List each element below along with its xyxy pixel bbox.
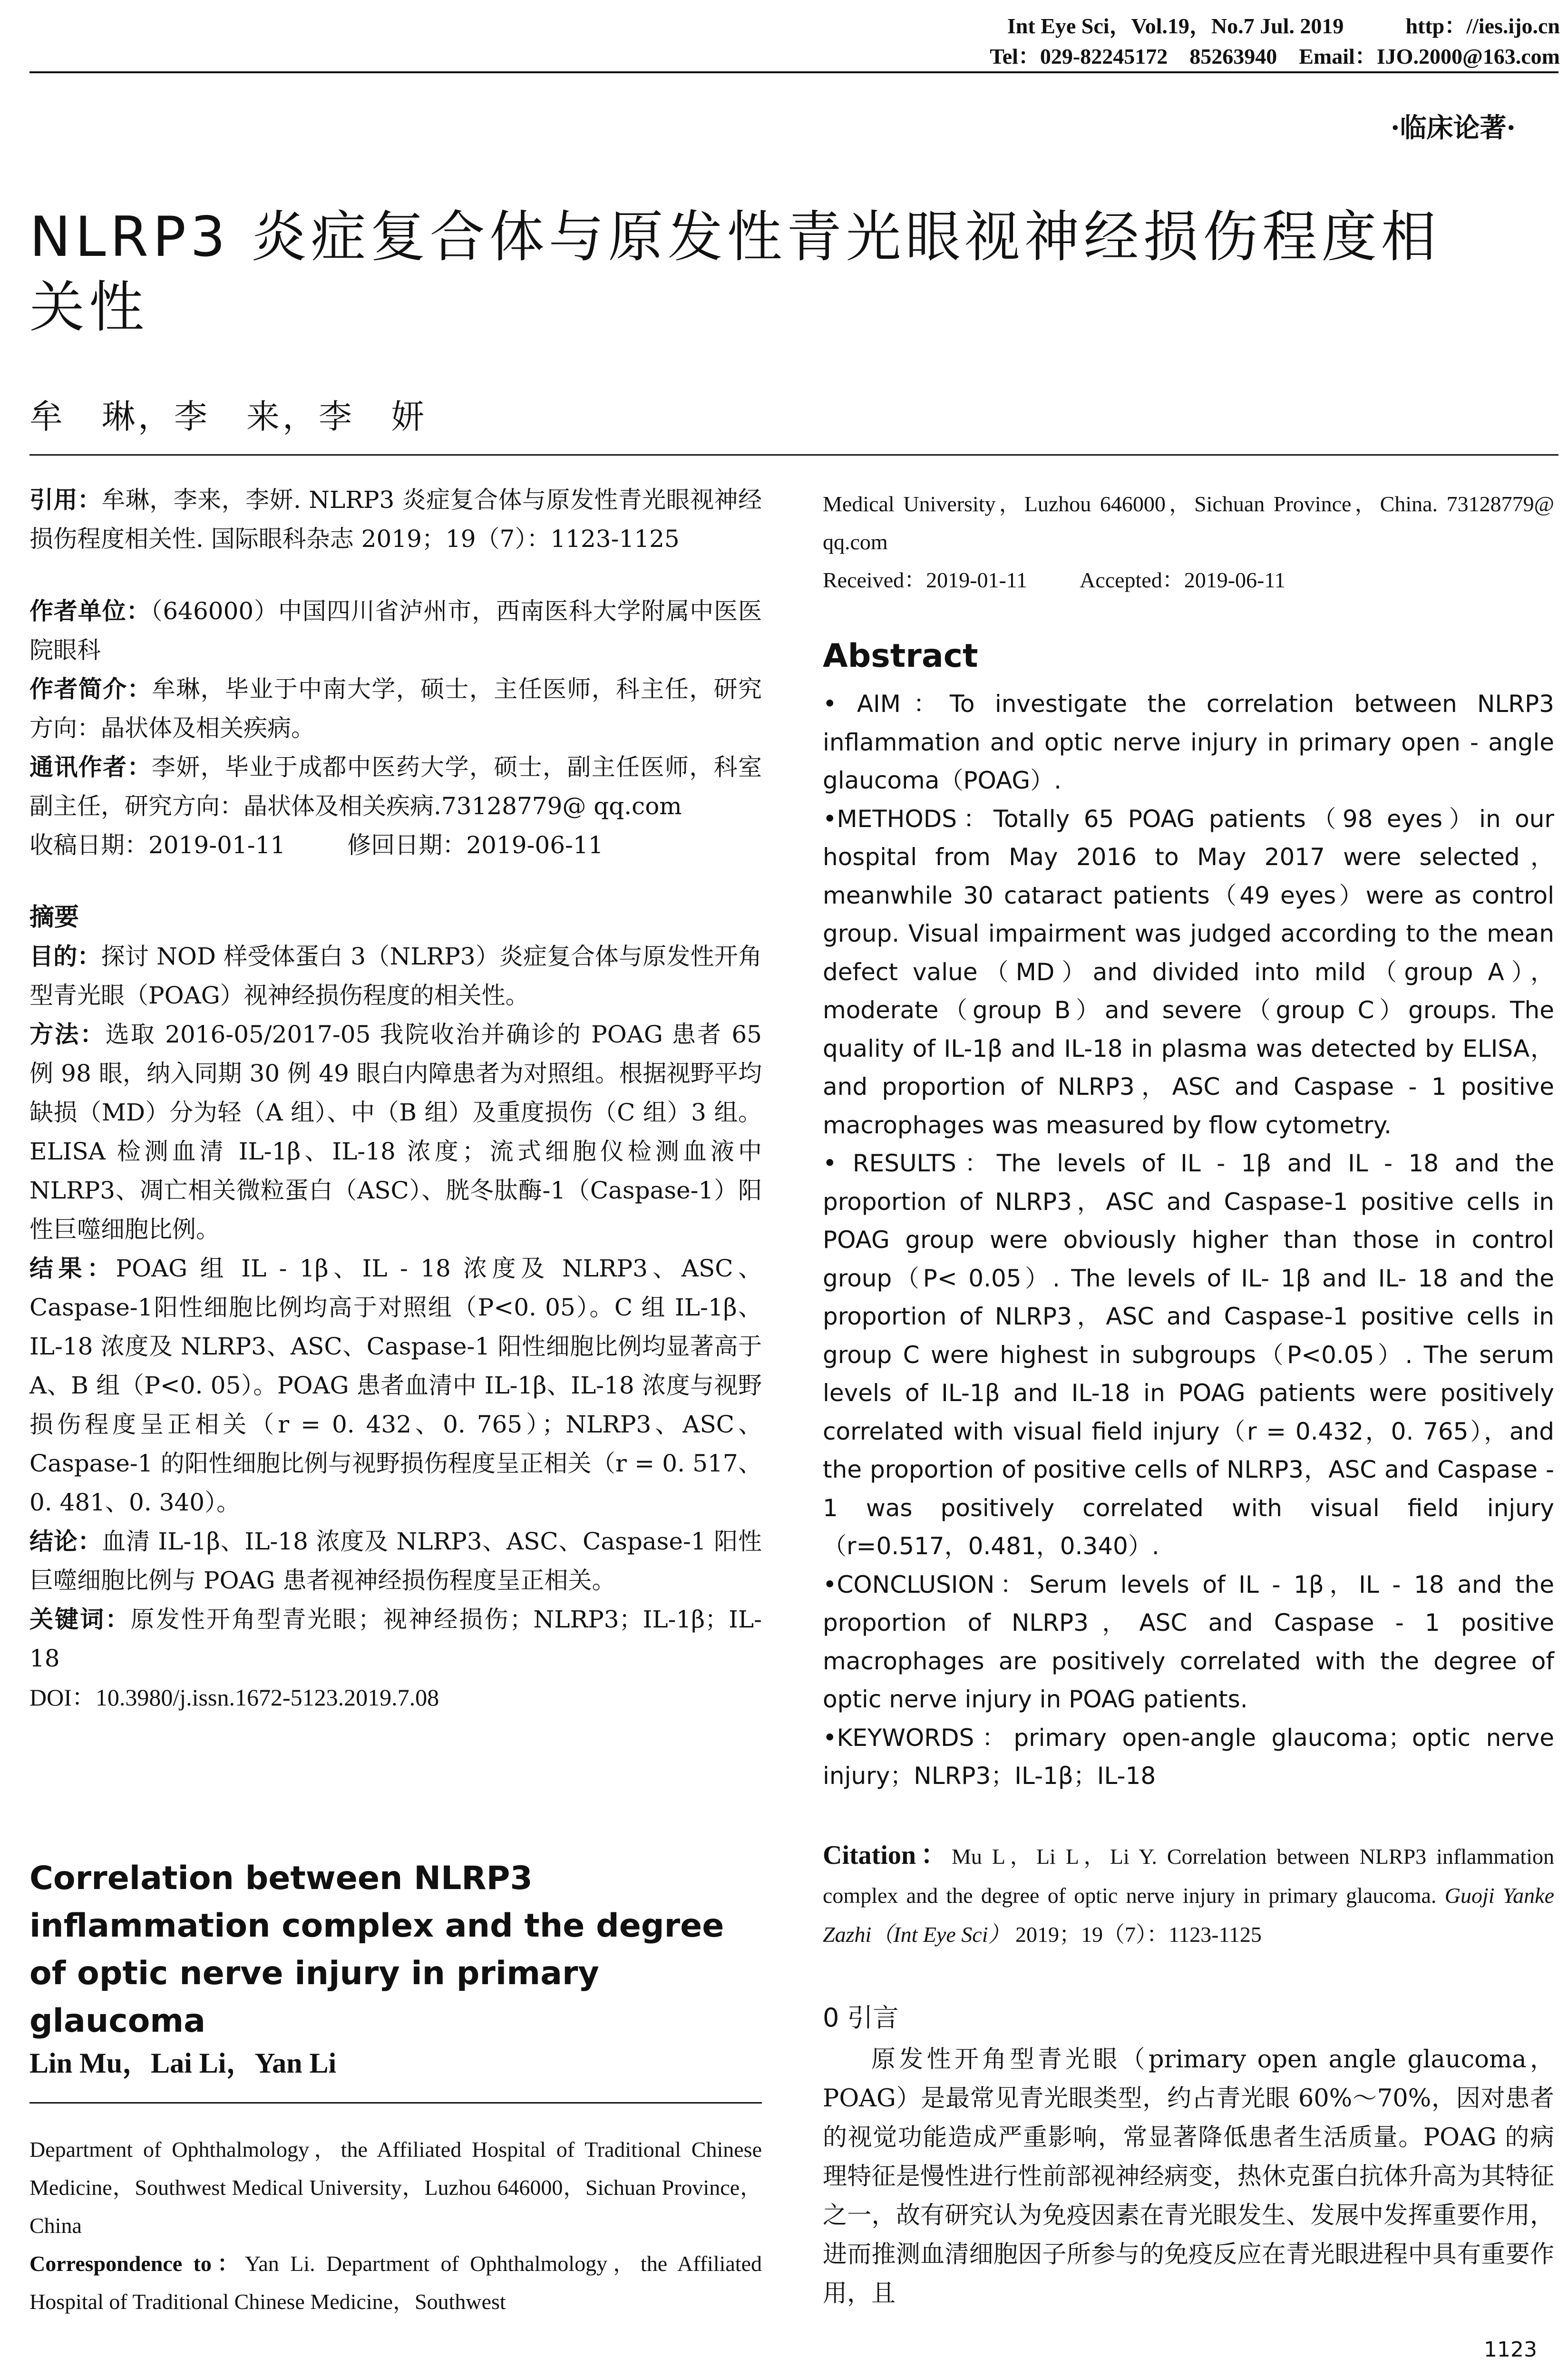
citation-cn: 引用：牟琳，李来，李妍. NLRP3 炎症复合体与原发性青光眼视神经损伤程度相关性. 国际眼科杂志 2019；19（7）：1123-1125: [29, 486, 762, 553]
authors-en: Lin Mu，Lai Li，Yan Li: [29, 2047, 337, 2079]
title-en: Correlation between NLRP3 inflammation complex and the degree of optic nerve injury in primary glaucoma: [29, 1860, 724, 2040]
left-column: [29, 480, 762, 1717]
journal-line: Int Eye Sci，Vol.19，No.7 Jul. 2019: [1007, 14, 1344, 38]
abstract-cn-conclusion: 结论：血清 IL-1β、IL-18 浓度及 NLRP3、ASC、Caspase-1 阳性巨噬细胞比例与 POAG 患者视神经损伤程度呈正相关。: [29, 1528, 762, 1594]
abstract-en-body: [823, 685, 1554, 1795]
article-category: ·临床论著·: [1391, 112, 1516, 144]
article-title: [29, 202, 1551, 343]
journal-header: [713, 9, 1560, 40]
abstract-en-conclusion: •CONCLUSION：Serum levels of IL - 1β，IL - 18 and the proportion of NLRP3，ASC and Caspase - 1 positive macrophages are positively correlated with the degree of optic nerve injury in POAG patients.: [823, 1570, 1555, 1713]
title-rule: [29, 454, 1558, 456]
intro-heading: 0 引言: [823, 2003, 899, 2033]
keywords-cn: 关键词：原发性开角型青光眼；视神经损伤；NLRP3；IL-1β；IL-18: [29, 1606, 762, 1672]
journal-contact: Tel：029-82245172 85263940 Email：IJO.2000@163.com: [990, 44, 1560, 68]
intro-paragraph: 原发性开角型青光眼（primary open angle glaucoma，POAG）是最常见青光眼类型，约占青光眼 60%～70%，因对患者的视觉功能造成严重影响，常显著降低患者生活质量。POAG 的病理特征是慢性进行性前部视神经病变，热休克蛋白抗体升高为其特征之一，故有研究认为免疫因素在青光眼发生、发展中发挥重要作用，进而推测血清细胞因子所参与的免疫反应在青光眼进程中具有重要作用，且: [823, 2046, 1554, 2308]
doi[interactable]: DOI：10.3980/j.issn.1672-5123.2019.7.08: [29, 1684, 439, 1711]
title-line-2: 关性: [29, 275, 148, 340]
abstract-en-heading: Abstract: [823, 637, 978, 675]
page-number: 1123: [1484, 2338, 1537, 2362]
journal-website[interactable]: http：//ies.ijo.cn: [1405, 14, 1560, 38]
dates-en: Received：2019-01-11 Accepted：2019-06-11: [823, 568, 1286, 592]
abstract-en-results: • RESULTS：The levels of IL - 1β and IL - 18 and the proportion of NLRP3，ASC and Caspase-1 positive cells in POAG group were obviously higher than those in control group（P< 0.05）. The levels of IL- 1β and IL- 18 and the proportion of NLRP3，ASC and Caspase-1 positive cells in group C were highest in subgroups（P<0.05）. The serum levels of IL-1β and IL-18 in POAG patients were positively correlated with visual field injury（r = 0.432，0. 765），and the proportion of positive cells of NLRP3，ASC and Caspase - 1 was positively correlated with visual field injury（r=0.517，0.481，0.340）.: [823, 1150, 1554, 1560]
abstract-cn-methods: 方法：选取 2016-05/2017-05 我院收治并确诊的 POAG 患者 65 例 98 眼，纳入同期 30 例 49 眼白内障患者为对照组。根据视野平均缺损（MD）分为轻（A 组）、中（B 组）及重度损伤（C 组）3 组。ELISA 检测血清 IL-1β、IL-18 浓度；流式细胞仪检测血液中 NLRP3、凋亡相关微粒蛋白（ASC）、胱冬肽酶-1（Caspase-1）阳性巨噬细胞比例。: [29, 1021, 762, 1243]
authors-cn: 牟 琳，李 来，李 妍: [29, 397, 427, 436]
dates-cn: 收稿日期：2019-01-11 修回日期：2019-06-11: [29, 831, 604, 859]
keywords-en: •KEYWORDS：primary open-angle glaucoma；optic nerve injury；NLRP3；IL-1β；IL-18: [823, 1724, 1554, 1790]
abstract-en-methods: •METHODS：Totally 65 POAG patients（98 eyes）in our hospital from May 2016 to May 2017 were selected， meanwhile 30 cataract patients（49 eyes）were as control group. Visual impairment was judged according to the mean defect value（MD）and divided into mild（group A），moderate（group B）and severe（group C）groups. The quality of IL-1β and IL-18 in plasma was detected by ELISA，and proportion of NLRP3，ASC and Caspase - 1 positive macrophages was measured by flow cytometry.: [823, 805, 1554, 1139]
affiliation-en: [29, 2131, 762, 2321]
title-line-1: NLRP3 炎症复合体与原发性青光眼视神经损伤程度相: [29, 205, 1441, 269]
authors-en-rule: [29, 2102, 762, 2104]
abstract-en-aim: • AIM：To investigate the correlation between NLRP3 inflammation and optic nerve injury in primary open - angle glaucoma（POAG）.: [823, 690, 1554, 794]
citation-en: Citation：Mu L，Li L，Li Y. Correlation between NLRP3 inflammation complex and the degree of optic nerve injury in primary glaucoma. Guoji Yanke Zazhi（Int Eye Sci） 2019；19（7）：1123-1125: [823, 1841, 1554, 1947]
abstract-cn-aim: 目的：探讨 NOD 样受体蛋白 3（NLRP3）炎症复合体与原发性开角型青光眼（POAG）视神经损伤程度的相关性。: [29, 943, 762, 1009]
department-en: Department of Ophthalmology，the Affiliated Hospital of Traditional Chinese Medicine，Southwest Medical University，Luzhou 646000，Sichuan Province，China: [29, 2137, 762, 2238]
abstract-cn-results: 结果：POAG 组 IL - 1β、IL - 18 浓度及 NLRP3、ASC、Caspase-1阳性细胞比例均高于对照组（P<0. 05）。C 组 IL-1β、IL-18 浓度及 NLRP3、ASC、Caspase-1 阳性细胞比例均显著高于 A、B 组（P<0. 05）。POAG 患者血清中 IL-1β、IL-18 浓度与视野损伤程度呈正相关（r = 0. 432、0. 765）；NLRP3、ASC、Caspase-1 的阳性细胞比例与视野损伤程度呈正相关（r = 0. 517、0. 481、0. 340）。: [29, 1255, 762, 1516]
corresponding-author-cn: 通讯作者：李妍，毕业于成都中医药大学，硕士，副主任医师，科室副主任，研究方向：晶状体及相关疾病.73128779@ qq.com: [29, 753, 762, 820]
header-rule: [29, 71, 1558, 73]
correspondence-en-cont: Medical University，Luzhou 646000，Sichuan Province，China. 73128779@ qq.com Received：2019-01-11 Accepted：2019-06-11: [823, 485, 1554, 599]
correspondence-en: Correspondence to：Yan Li. Department of Ophthalmology，the Affiliated Hospital of Traditional Chinese Medicine，Southwest: [29, 2251, 762, 2314]
author-bio: 作者简介：牟琳，毕业于中南大学，硕士，主任医师，科主任，研究方向：晶状体及相关疾病。: [29, 675, 762, 742]
affiliation-cn: 作者单位：（646000）中国四川省泸州市，西南医科大学附属中医医院眼科: [29, 597, 762, 664]
abstract-cn-heading: 摘要: [29, 903, 79, 932]
